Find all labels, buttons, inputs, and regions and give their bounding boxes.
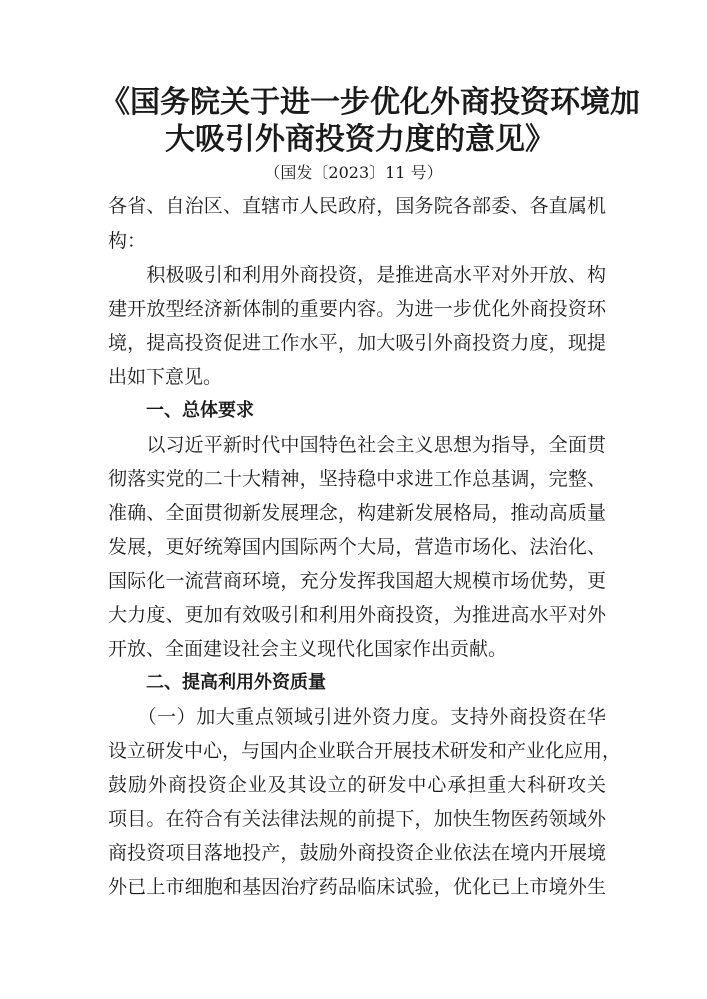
- paragraph-line: 以习近平新时代中国特色社会主义思想为指导，全面贯: [108, 434, 606, 456]
- document-title: [100, 84, 640, 158]
- section-heading: 二、提高利用外资质量: [146, 672, 326, 693]
- paragraph-line: 彻落实党的二十大精神，坚持稳中求进工作总基调，完整、: [108, 468, 606, 490]
- paragraph-line: 大力度、更加有效吸引和利用外商投资，为推进高水平对外: [108, 604, 606, 626]
- paragraph-line: 项目。在符合有关法律法规的前提下，加快生物医药领域外: [108, 808, 606, 830]
- salutation-line: 各省、自治区、直辖市人民政府，国务院各部委、各直属机: [108, 195, 606, 217]
- paragraph-line: 境，提高投资促进工作水平，加大吸引外商投资力度，现提: [108, 332, 606, 354]
- paragraph-line: 设立研发中心，与国内企业联合开展技术研发和产业化应用，: [108, 740, 622, 762]
- title-line-1: 《国务院关于进一步优化外商投资环境加: [100, 85, 640, 120]
- salutation-line: 构：: [108, 230, 147, 252]
- section-heading: 一、总体要求: [146, 400, 254, 421]
- paragraph-line: 积极吸引和利用外商投资，是推进高水平对外开放、构: [108, 264, 606, 286]
- paragraph-line: 出如下意见。: [108, 366, 223, 388]
- paragraph-line: 鼓励外商投资企业及其设立的研发中心承担重大科研攻关: [108, 774, 606, 796]
- paragraph-line: 开放、全面建设社会主义现代化国家作出贡献。: [108, 638, 508, 660]
- paragraph-line: 发展，更好统筹国内国际两个大局，营造市场化、法治化、: [108, 536, 606, 558]
- paragraph-line: 准确、全面贯彻新发展理念，构建新发展格局，推动高质量: [108, 502, 606, 524]
- paragraph-line: 建开放型经济新体制的重要内容。为进一步优化外商投资环: [108, 298, 606, 320]
- paragraph-line: （一）加大重点领域引进外资力度。支持外商投资在华: [108, 706, 606, 728]
- paragraph-line: 外已上市细胞和基因治疗药品临床试验，优化已上市境外生: [108, 876, 606, 898]
- document-number: （国发〔2023〕11 号）: [264, 163, 443, 182]
- paragraph-line: 商投资项目落地投产，鼓励外商投资企业依法在境内开展境: [108, 842, 606, 864]
- paragraph-line: 国际化一流营商环境，充分发挥我国超大规模市场优势，更: [108, 570, 606, 592]
- title-line-2: 大吸引外商投资力度的意见》: [165, 122, 555, 157]
